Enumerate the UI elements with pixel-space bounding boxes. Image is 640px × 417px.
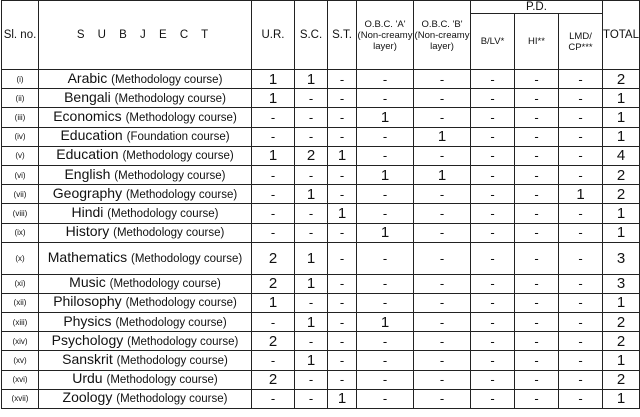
cell-hi: -: [515, 108, 559, 127]
cell-lmd: -: [559, 351, 603, 370]
cell-total: 1: [603, 389, 640, 408]
cell-subject: [39, 89, 252, 108]
cell-lmd: -: [559, 274, 603, 293]
cell-ur: -: [252, 223, 295, 242]
cell-subject: [39, 351, 252, 370]
header-total: TOTAL: [603, 1, 640, 70]
cell-lmd: -: [559, 89, 603, 108]
cell-obc-b: -: [414, 351, 471, 370]
cell-blv: -: [471, 223, 515, 242]
cell-lmd: -: [559, 242, 603, 274]
cell-total: 2: [603, 70, 640, 89]
cell-lmd: -: [559, 293, 603, 312]
cell-ur: 1: [252, 293, 295, 312]
cell-total: 1: [603, 223, 640, 242]
cell-blv: -: [471, 370, 515, 389]
cell-hi: -: [515, 370, 559, 389]
header-sc: S.C.: [295, 1, 328, 70]
cell-obc-a: -: [357, 293, 414, 312]
cell-st: -: [328, 223, 357, 242]
cell-total: 3: [603, 242, 640, 274]
cell-hi: -: [515, 223, 559, 242]
cell-obc-b: 1: [414, 127, 471, 146]
cell-hi: -: [515, 293, 559, 312]
cell-total: 2: [603, 185, 640, 204]
subject-course-note: (Foundation course): [126, 131, 230, 144]
table-row: [2, 293, 640, 312]
table-row: [2, 223, 640, 242]
cell-lmd: -: [559, 146, 603, 165]
cell-st: -: [328, 293, 357, 312]
cell-ur: 2: [252, 274, 295, 293]
cell-subject: [39, 70, 252, 89]
subject-course-note: (Methodology course): [114, 92, 226, 105]
cell-hi: -: [515, 242, 559, 274]
cell-st: 1: [328, 389, 357, 408]
cell-obc-b: -: [414, 274, 471, 293]
cell-lmd: -: [559, 223, 603, 242]
cell-hi: -: [515, 351, 559, 370]
cell-obc-b: -: [414, 70, 471, 89]
cell-obc-a: -: [357, 89, 414, 108]
cell-sl-no: (x): [2, 242, 39, 274]
cell-total: 1: [603, 108, 640, 127]
cell-lmd: -: [559, 389, 603, 408]
cell-st: -: [328, 185, 357, 204]
cell-st: -: [328, 274, 357, 293]
cell-sl-no: (xv): [2, 351, 39, 370]
cell-lmd: -: [559, 370, 603, 389]
cell-sc: -: [295, 389, 328, 408]
table-row: [2, 242, 640, 274]
cell-hi: -: [515, 70, 559, 89]
cell-sc: 1: [295, 274, 328, 293]
cell-subject: [39, 293, 252, 312]
cell-obc-b: -: [414, 223, 471, 242]
cell-ur: -: [252, 185, 295, 204]
cell-lmd: -: [559, 127, 603, 146]
cell-st: -: [328, 351, 357, 370]
cell-sc: 1: [295, 351, 328, 370]
cell-st: 1: [328, 204, 357, 223]
cell-hi: -: [515, 274, 559, 293]
cell-sc: -: [295, 332, 328, 351]
cell-blv: -: [471, 313, 515, 332]
subject-course-note: (Methodology course): [125, 188, 238, 201]
cell-st: -: [328, 313, 357, 332]
subject-course-note: (Methodology course): [125, 111, 237, 124]
cell-obc-a: 1: [357, 165, 414, 184]
cell-obc-a: -: [357, 204, 414, 223]
header-lmd-cp: LMD/ CP***: [559, 14, 603, 70]
header-obc-a: O.B.C. 'A' (Non-creamy layer): [357, 1, 414, 70]
table-row: [2, 313, 640, 332]
cell-sl-no: (xi): [2, 274, 39, 293]
cell-obc-b: -: [414, 313, 471, 332]
cell-obc-b: -: [414, 242, 471, 274]
cell-sl-no: (vii): [2, 185, 39, 204]
cell-hi: -: [515, 332, 559, 351]
table-row: [2, 165, 640, 184]
cell-blv: -: [471, 185, 515, 204]
cell-ur: 2: [252, 332, 295, 351]
table-row: [2, 332, 640, 351]
cell-obc-b: -: [414, 204, 471, 223]
table-row: [2, 351, 640, 370]
subject-course-note: (Methodology course): [127, 335, 239, 348]
table-row: [2, 185, 640, 204]
cell-ur: 1: [252, 70, 295, 89]
cell-ur: 2: [252, 242, 295, 274]
cell-sl-no: (xii): [2, 293, 39, 312]
cell-total: 1: [603, 204, 640, 223]
subject-course-note: (Methodology course): [122, 150, 234, 163]
cell-obc-b: -: [414, 146, 471, 165]
cell-sc: -: [295, 127, 328, 146]
cell-ur: -: [252, 108, 295, 127]
header-ur: U.R.: [252, 1, 295, 70]
cell-sl-no: (xiv): [2, 332, 39, 351]
cell-ur: -: [252, 165, 295, 184]
cell-st: 1: [328, 146, 357, 165]
cell-lmd: 1: [559, 185, 603, 204]
cell-blv: -: [471, 332, 515, 351]
subject-name: Sanskrit: [62, 351, 113, 368]
subject-name: Philosophy: [53, 293, 122, 310]
cell-obc-b: 1: [414, 165, 471, 184]
subject-name: English: [64, 165, 111, 182]
cell-hi: -: [515, 127, 559, 146]
subject-name: Arabic: [67, 69, 108, 86]
subject-name: History: [65, 223, 110, 240]
cell-blv: -: [471, 351, 515, 370]
cell-sl-no: (v): [2, 146, 39, 165]
cell-sc: -: [295, 89, 328, 108]
subject-course-note: (Methodology course): [115, 316, 227, 329]
subject-course-note: (Methodology course): [113, 227, 225, 240]
cell-hi: -: [515, 313, 559, 332]
subject-course-note: (Methodology course): [116, 355, 228, 368]
cell-total: 2: [603, 165, 640, 184]
cell-obc-a: -: [357, 185, 414, 204]
header-hi: HI**: [515, 14, 559, 70]
cell-ur: 1: [252, 89, 295, 108]
cell-ur: -: [252, 351, 295, 370]
table-row: [2, 127, 640, 146]
subject-name: Mathematics: [47, 248, 128, 265]
table-row: [2, 204, 640, 223]
cell-blv: -: [471, 127, 515, 146]
cell-ur: -: [252, 389, 295, 408]
cell-blv: -: [471, 70, 515, 89]
table-row: [2, 389, 640, 408]
cell-obc-a: 1: [357, 313, 414, 332]
cell-sl-no: (vi): [2, 165, 39, 184]
subject-name: Psychology: [51, 331, 124, 348]
header-subject: S U B J E C T: [39, 1, 252, 70]
cell-blv: -: [471, 389, 515, 408]
cell-total: 4: [603, 146, 640, 165]
cell-blv: -: [471, 293, 515, 312]
cell-obc-b: -: [414, 332, 471, 351]
subject-course-note: (Methodology course): [131, 252, 243, 265]
cell-lmd: -: [559, 313, 603, 332]
cell-lmd: -: [559, 108, 603, 127]
cell-subject: [39, 127, 252, 146]
subject-name: Geography: [52, 184, 123, 201]
cell-lmd: -: [559, 165, 603, 184]
table-row: [2, 70, 640, 89]
cell-obc-b: -: [414, 108, 471, 127]
cell-sc: 1: [295, 242, 328, 274]
cell-obc-a: -: [357, 274, 414, 293]
cell-hi: -: [515, 204, 559, 223]
cell-st: -: [328, 242, 357, 274]
cell-sl-no: (xvii): [2, 389, 39, 408]
cell-ur: -: [252, 204, 295, 223]
cell-st: -: [328, 127, 357, 146]
table-row: [2, 146, 640, 165]
cell-obc-a: 1: [357, 108, 414, 127]
table-row: [2, 89, 640, 108]
cell-sc: -: [295, 108, 328, 127]
subject-name: Economics: [53, 107, 122, 124]
cell-obc-b: -: [414, 185, 471, 204]
cell-sl-no: (i): [2, 70, 39, 89]
subject-name: Hindi: [71, 203, 104, 220]
cell-obc-a: -: [357, 146, 414, 165]
cell-obc-b: -: [414, 89, 471, 108]
cell-sc: 1: [295, 313, 328, 332]
cell-st: -: [328, 332, 357, 351]
table-row: [2, 370, 640, 389]
cell-blv: -: [471, 242, 515, 274]
cell-subject: [39, 165, 252, 184]
cell-ur: -: [252, 313, 295, 332]
header-sl-no: Sl. no.: [2, 1, 39, 70]
cell-ur: 1: [252, 146, 295, 165]
cell-sc: 1: [295, 70, 328, 89]
subject-course-note: (Methodology course): [116, 393, 228, 406]
cell-blv: -: [471, 274, 515, 293]
cell-subject: [39, 204, 252, 223]
table-row: [2, 108, 640, 127]
cell-obc-a: -: [357, 370, 414, 389]
cell-hi: -: [515, 146, 559, 165]
cell-obc-a: -: [357, 332, 414, 351]
cell-obc-b: -: [414, 370, 471, 389]
subject-course-note: (Methodology course): [111, 73, 223, 86]
header-obc-b: O.B.C. 'B' (Non-creamy layer): [414, 1, 471, 70]
cell-sl-no: (iv): [2, 127, 39, 146]
cell-subject: [39, 146, 252, 165]
cell-total: 2: [603, 370, 640, 389]
subject-name: Physics: [63, 312, 112, 329]
subject-name: Music: [69, 274, 106, 291]
cell-obc-b: -: [414, 389, 471, 408]
cell-subject: [39, 332, 252, 351]
cell-total: 1: [603, 293, 640, 312]
cell-subject: [39, 242, 252, 274]
cell-total: 1: [603, 89, 640, 108]
cell-sc: -: [295, 204, 328, 223]
cell-sc: -: [295, 223, 328, 242]
cell-st: -: [328, 370, 357, 389]
subject-course-note: (Methodology course): [114, 169, 226, 182]
cell-total: 1: [603, 127, 640, 146]
cell-hi: -: [515, 89, 559, 108]
cell-subject: [39, 274, 252, 293]
cell-ur: -: [252, 127, 295, 146]
subject-name: Urdu: [72, 370, 103, 387]
cell-blv: -: [471, 165, 515, 184]
cell-blv: -: [471, 89, 515, 108]
cell-sl-no: (ix): [2, 223, 39, 242]
cell-sc: 1: [295, 185, 328, 204]
cell-total: 1: [603, 351, 640, 370]
cell-st: -: [328, 165, 357, 184]
header-blv: B/LV*: [471, 14, 515, 70]
cell-obc-a: -: [357, 351, 414, 370]
cell-obc-a: -: [357, 70, 414, 89]
subject-name: Education: [60, 127, 123, 144]
cell-blv: -: [471, 108, 515, 127]
cell-sl-no: (xvi): [2, 370, 39, 389]
cell-obc-a: 1: [357, 223, 414, 242]
cell-blv: -: [471, 204, 515, 223]
cell-st: -: [328, 89, 357, 108]
subject-course-note: (Methodology course): [107, 207, 219, 220]
cell-lmd: -: [559, 70, 603, 89]
cell-sl-no: (ii): [2, 89, 39, 108]
table-row: [2, 274, 640, 293]
subject-name: Zoology: [62, 389, 113, 406]
cell-total: 3: [603, 274, 640, 293]
cell-sc: -: [295, 293, 328, 312]
cell-hi: -: [515, 185, 559, 204]
cell-obc-b: -: [414, 293, 471, 312]
cell-sl-no: (xiii): [2, 313, 39, 332]
cell-blv: -: [471, 146, 515, 165]
cell-obc-a: -: [357, 127, 414, 146]
cell-subject: [39, 223, 252, 242]
cell-total: 2: [603, 332, 640, 351]
cell-subject: [39, 185, 252, 204]
cell-obc-a: -: [357, 242, 414, 274]
cell-sl-no: (viii): [2, 204, 39, 223]
cell-hi: -: [515, 165, 559, 184]
cell-subject: [39, 313, 252, 332]
table-body: [2, 70, 640, 409]
cell-subject: [39, 389, 252, 408]
subject-course-note: (Methodology course): [109, 278, 221, 291]
subject-course-note: (Methodology course): [125, 297, 237, 310]
cell-subject: [39, 108, 252, 127]
cell-sc: 2: [295, 146, 328, 165]
cell-lmd: -: [559, 204, 603, 223]
cell-sc: -: [295, 370, 328, 389]
cell-st: -: [328, 108, 357, 127]
cell-st: -: [328, 70, 357, 89]
subject-name: Bengali: [64, 88, 111, 105]
cell-hi: -: [515, 389, 559, 408]
seat-distribution-table: [1, 0, 640, 409]
cell-sl-no: (iii): [2, 108, 39, 127]
cell-sc: -: [295, 165, 328, 184]
subject-name: Education: [56, 146, 119, 163]
subject-course-note: (Methodology course): [106, 374, 218, 387]
cell-subject: [39, 370, 252, 389]
header-pd: P.D.: [471, 1, 603, 14]
header-st: S.T.: [328, 1, 357, 70]
cell-total: 2: [603, 313, 640, 332]
cell-ur: 2: [252, 370, 295, 389]
cell-obc-a: -: [357, 389, 414, 408]
cell-lmd: -: [559, 332, 603, 351]
